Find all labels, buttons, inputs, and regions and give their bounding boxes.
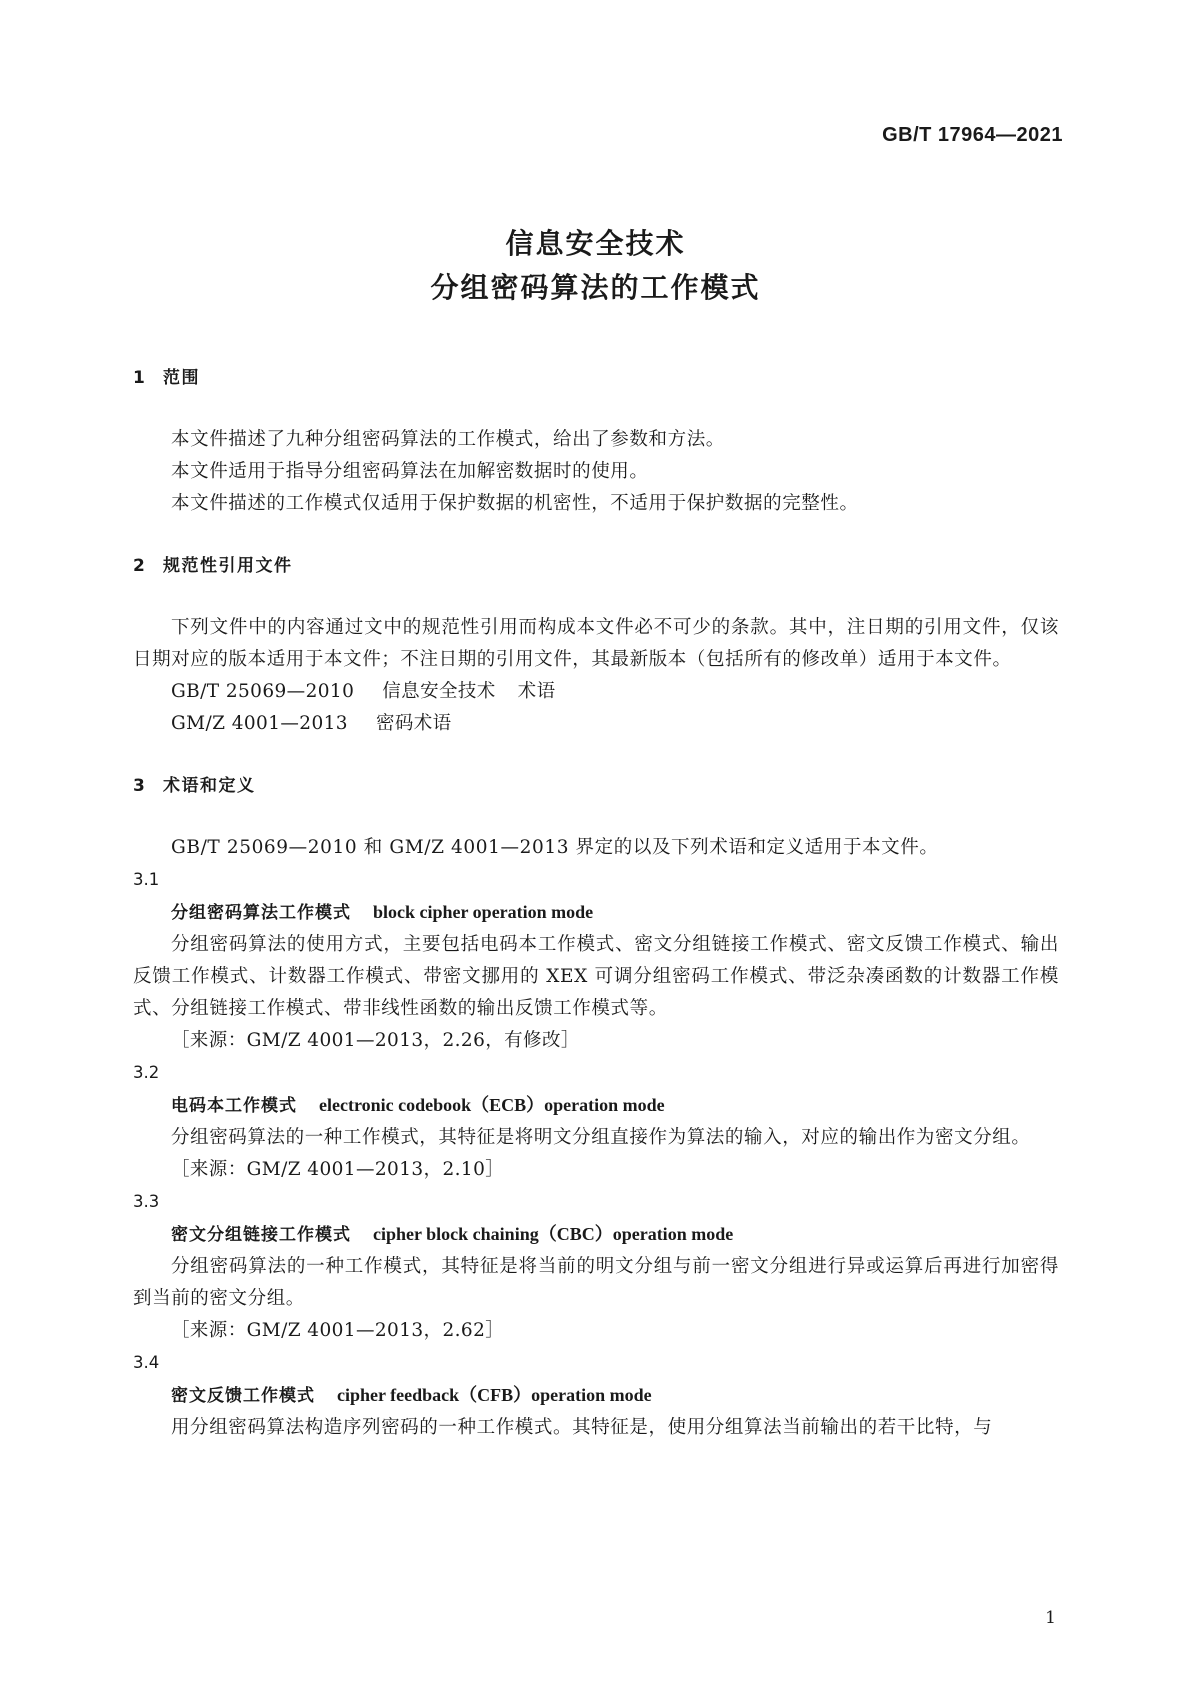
- term-heading: [133, 896, 1059, 929]
- section-title: 术语和定义: [163, 776, 256, 796]
- section-title: 规范性引用文件: [163, 556, 293, 576]
- term-definition: 分组密码算法的一种工作模式，其特征是将当前的明文分组与前一密文分组进行异或运算后再进行加密得到当前的密文分组。: [133, 1256, 1059, 1309]
- section-number: 2: [133, 556, 145, 576]
- reference-item: [133, 708, 1059, 740]
- section-number: 1: [133, 368, 145, 388]
- term-heading: [133, 1218, 1059, 1251]
- reference-code: GM/Z 4001—2013: [171, 713, 348, 734]
- term-english: block cipher operation mode: [373, 902, 594, 922]
- section-heading-terms-and-definitions: [133, 770, 1059, 802]
- paragraph: 下列文件中的内容通过文中的规范性引用而构成本文件必不可少的条款。其中，注日期的引用文件，仅该日期对应的版本适用于本文件；不注日期的引用文件，其最新版本（包括所有的修改单）适用于本文件。: [133, 617, 1059, 670]
- page-number: 1: [1045, 1608, 1056, 1628]
- term-definition: 分组密码算法的使用方式，主要包括电码本工作模式、密文分组链接工作模式、密文反馈工作模式、输出反馈工作模式、计数器工作模式、带密文挪用的 XEX 可调分组密码工作模式、带泛杂凑函数的计数器工作模式、分组链接工作模式、带非线性函数的输出反馈工作模式等。: [133, 934, 1059, 1019]
- term-number: 3.2: [133, 1063, 160, 1082]
- reference-item: [133, 676, 1059, 708]
- title-line-2: 分组密码算法的工作模式: [430, 271, 761, 304]
- term-definition: 用分组密码算法构造序列密码的一种工作模式。其特征是，使用分组算法当前输出的若干比特，与: [171, 1417, 993, 1438]
- term-chinese: 电码本工作模式: [171, 1096, 297, 1116]
- term-number: 3.4: [133, 1353, 160, 1372]
- title-line-1: 信息安全技术: [505, 227, 686, 260]
- term-english: electronic codebook（ECB）operation mode: [319, 1095, 665, 1115]
- section-number: 3: [133, 776, 145, 796]
- section-heading-scope: [133, 362, 1059, 394]
- term-source: ［来源：GM/Z 4001—2013，2.26，有修改］: [171, 1030, 580, 1051]
- paragraph: 本文件适用于指导分组密码算法在加解密数据时的使用。: [171, 461, 649, 482]
- term-english: cipher feedback（CFB）operation mode: [337, 1385, 652, 1405]
- section-heading-normative-references: [133, 550, 1059, 582]
- term-source: ［来源：GM/Z 4001—2013，2.10］: [171, 1159, 505, 1180]
- document-body: [133, 362, 1059, 1444]
- reference-title: 密码术语: [375, 713, 452, 734]
- term-english: cipher block chaining（CBC）operation mode: [373, 1224, 734, 1244]
- document-title: [0, 222, 1191, 310]
- term-heading: [133, 1089, 1059, 1122]
- term-heading: [133, 1379, 1059, 1412]
- section-title: 范围: [163, 368, 200, 388]
- term-chinese: 密文分组链接工作模式: [171, 1225, 351, 1245]
- paragraph: 本文件描述的工作模式仅适用于保护数据的机密性，不适用于保护数据的完整性。: [171, 493, 859, 514]
- reference-code: GB/T 25069—2010: [171, 681, 355, 702]
- paragraph: 本文件描述了九种分组密码算法的工作模式，给出了参数和方法。: [171, 429, 725, 450]
- term-definition: 分组密码算法的一种工作模式，其特征是将明文分组直接作为算法的输入，对应的输出作为密文分组。: [171, 1127, 1031, 1148]
- term-number: 3.1: [133, 870, 160, 889]
- reference-title-part: 术语: [517, 681, 556, 702]
- standard-code: GB/T 17964—2021: [882, 124, 1063, 146]
- reference-title: 信息安全技术: [382, 681, 496, 702]
- term-chinese: 密文反馈工作模式: [171, 1386, 315, 1406]
- paragraph: GB/T 25069—2010 和 GM/Z 4001—2013 界定的以及下列术语和定义适用于本文件。: [171, 837, 939, 858]
- term-source: ［来源：GM/Z 4001—2013，2.62］: [171, 1320, 505, 1341]
- term-chinese: 分组密码算法工作模式: [171, 903, 351, 923]
- term-number: 3.3: [133, 1192, 160, 1211]
